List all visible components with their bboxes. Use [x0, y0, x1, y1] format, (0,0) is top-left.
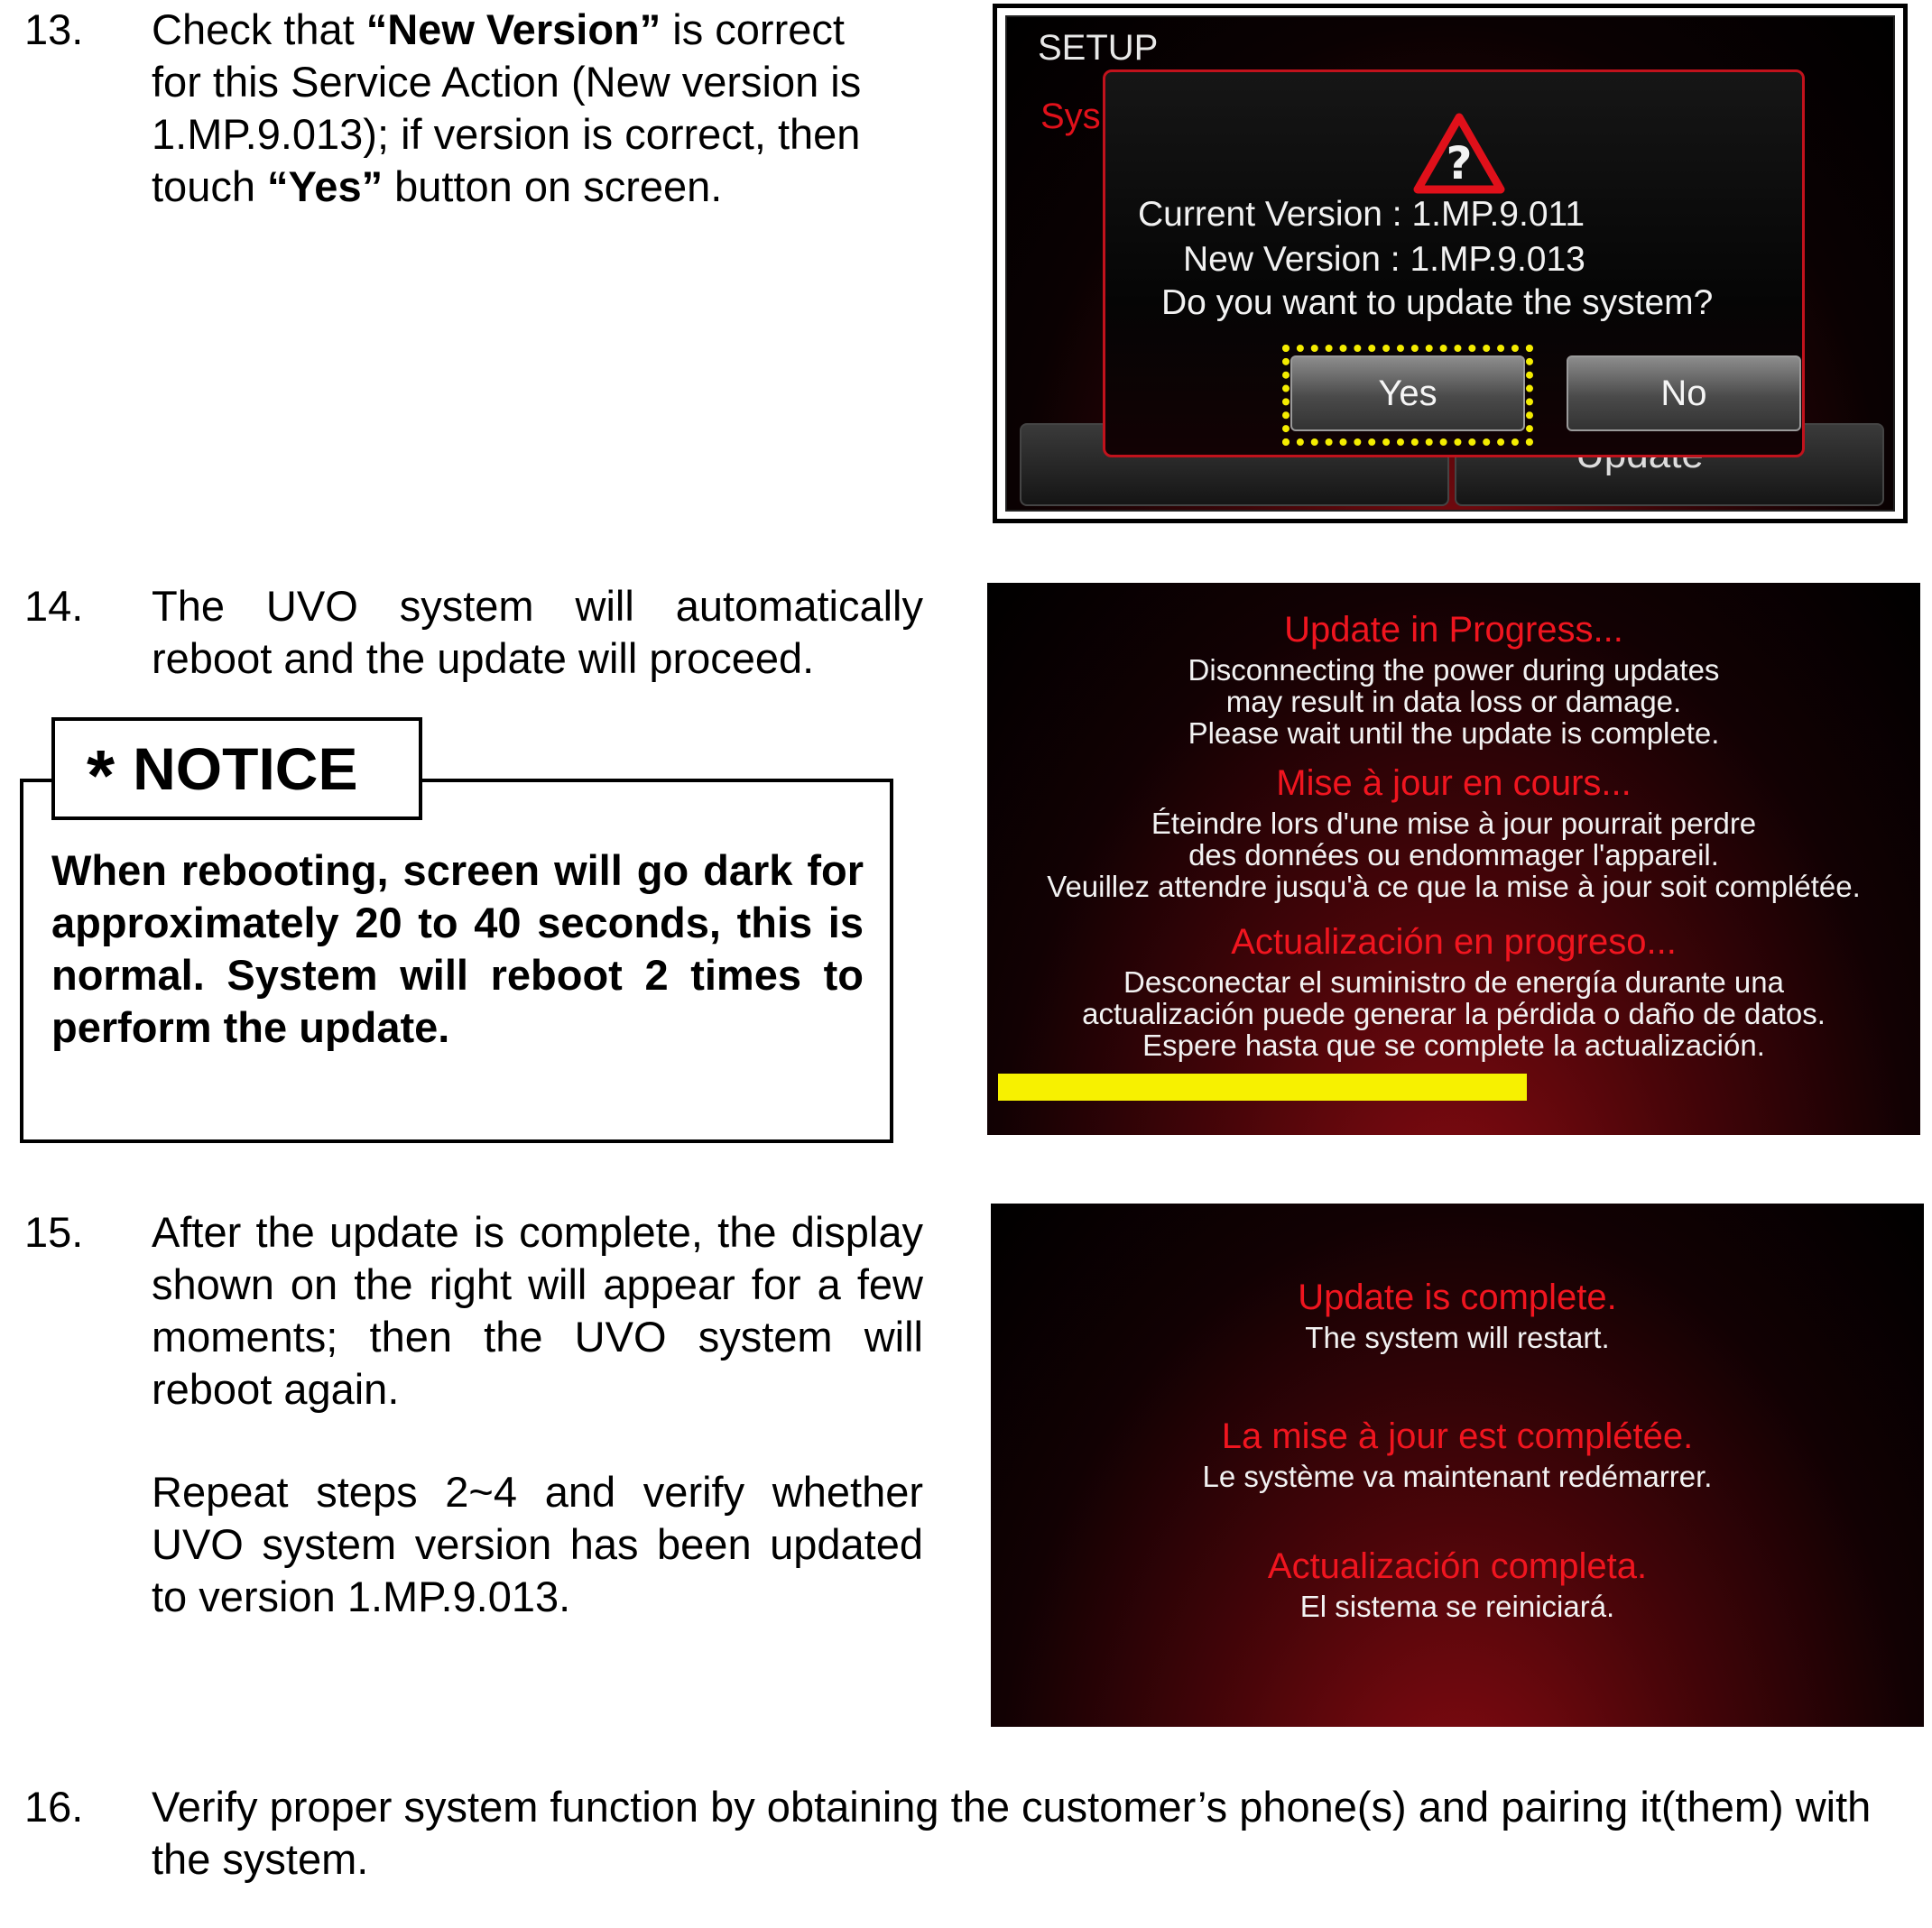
update-progress-fill — [998, 1074, 1527, 1101]
progress-text-fr-3: Veuillez attendre jusqu'à ce que la mise à jour soit complétée. — [1047, 870, 1861, 903]
setup-title: SETUP — [1038, 28, 1159, 68]
complete-title-en: Update is complete. — [1298, 1278, 1617, 1317]
update-confirm-dialog — [1103, 69, 1805, 457]
complete-text-es: El sistema se reiniciará. — [1299, 1590, 1615, 1623]
progress-title-en: Update in Progress... — [1284, 610, 1623, 650]
step-14-text: The UVO system will automatically reboot and the update will proceed. — [152, 582, 923, 682]
progress-title-fr: Mise à jour en cours... — [1276, 763, 1632, 803]
step-13-text — [152, 4, 919, 213]
progress-text-en-1: Disconnecting the power during updates — [1188, 653, 1720, 687]
setup-screen — [1005, 15, 1895, 512]
complete-title-es: Actualización completa. — [1267, 1546, 1648, 1586]
step-13-line-2: for this Service Action (New version is — [152, 58, 862, 106]
yes-button[interactable]: Yes — [1290, 355, 1525, 431]
update-question-text: Do you want to update the system? — [1161, 283, 1714, 322]
complete-text-fr: Le système va maintenant redémarrer. — [1202, 1460, 1713, 1493]
progress-text-es-1: Desconectar el suministro de energía durante una — [1123, 965, 1784, 999]
update-complete-screen — [991, 1204, 1924, 1727]
progress-text-en-2: may result in data loss or damage. — [1225, 685, 1682, 718]
step-14-number: 14. — [24, 582, 84, 630]
step-15-repeat-text: Repeat steps 2~4 and verify whether UVO system version has been updated to version 1.MP.9.013. — [152, 1468, 923, 1620]
yes-button-highlight — [1282, 345, 1533, 446]
progress-text-fr-1: Éteindre lors d'une mise à jour pourrait perdre — [1151, 807, 1757, 840]
warning-question-icon — [1412, 112, 1506, 195]
notice-header — [51, 717, 422, 820]
progress-text-en-3: Please wait until the update is complete. — [1188, 716, 1720, 750]
notice-text: When rebooting, screen will go dark for approximately 20 to 40 seconds, this is normal. System will reboot 2 times to perform the update. — [51, 846, 864, 1051]
step-15-number: 15. — [24, 1208, 84, 1256]
progress-text-es-3: Espere hasta que se complete la actualización. — [1142, 1029, 1765, 1062]
step-15-text: After the update is complete, the display shown on the right will appear for a few moments; then the UVO system will reboot again. — [152, 1208, 923, 1413]
svg-text:?: ? — [1446, 137, 1473, 189]
progress-text-fr-2: des données ou endommager l'appareil. — [1188, 838, 1719, 872]
notice-title: NOTICE — [133, 735, 358, 802]
step-13-line-3: 1.MP.9.013); if version is correct, then — [152, 110, 861, 158]
setup-partial-label: Sys — [1040, 97, 1101, 136]
step-13-number: 13. — [24, 5, 84, 53]
step-16-number: 16. — [24, 1783, 84, 1831]
step-13-line-1: Check that “New Version” is correct — [152, 5, 845, 53]
current-version-text: Current Version : 1.MP.9.011 — [1138, 195, 1585, 234]
step-16-text: Verify proper system function by obtaining the customer’s phone(s) and pairing it(them) with the system. — [152, 1783, 1872, 1883]
progress-text-es-2: actualización puede generar la pérdida o daño de datos. — [1082, 997, 1826, 1030]
update-progress-bar — [998, 1074, 1909, 1101]
progress-title-es: Actualización en progreso... — [1231, 922, 1677, 962]
new-version-text: New Version : 1.MP.9.013 — [1183, 240, 1585, 279]
update-progress-screen — [987, 583, 1920, 1135]
no-button[interactable]: No — [1567, 355, 1801, 431]
asterisk-icon: * — [87, 735, 116, 816]
complete-text-en: The system will restart. — [1305, 1321, 1610, 1354]
complete-title-fr: La mise à jour est complétée. — [1221, 1416, 1694, 1456]
step-13-line-4: touch “Yes” button on screen. — [152, 162, 723, 210]
